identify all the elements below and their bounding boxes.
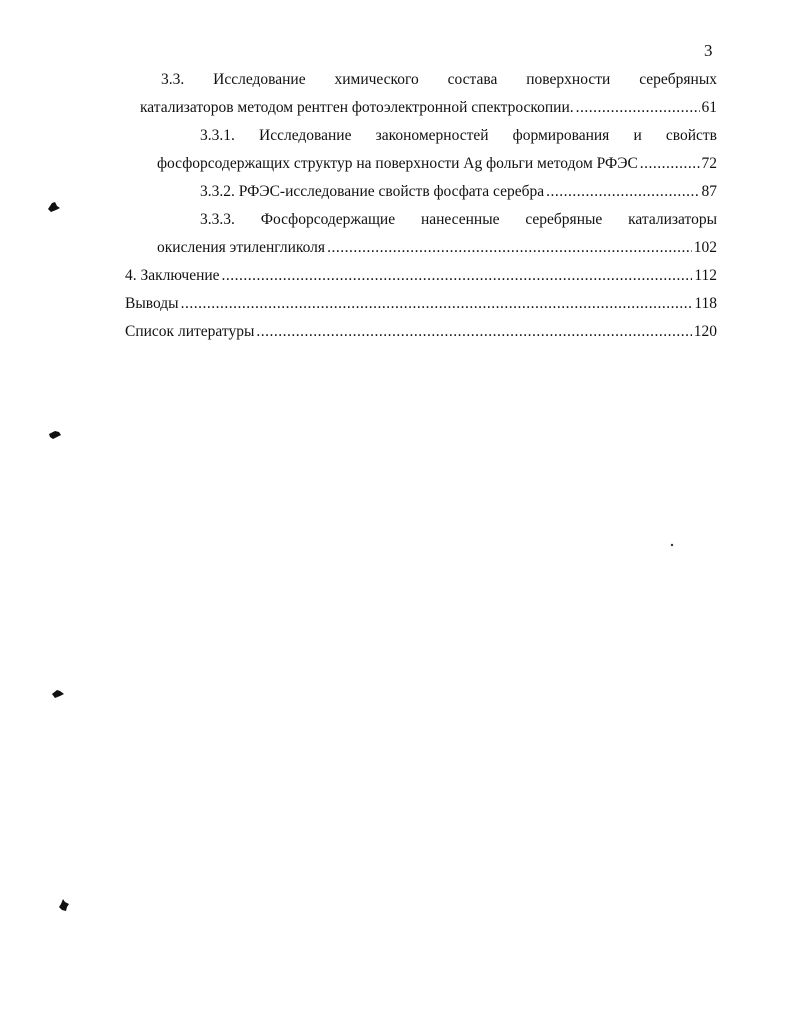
toc-word: Фосфорсодержащие [260,211,396,228]
toc-entry-line [125,318,717,346]
toc-leader-dots [181,290,693,318]
toc-word: серебряные [525,211,603,228]
toc-page-number: 112 [694,267,717,284]
toc-leader-dots [546,178,699,206]
toc-entry-3-3-3 [125,206,717,262]
toc-page-number: 120 [693,323,717,340]
toc-entry-3-3-1 [125,122,717,178]
toc-word: закономерностей [375,127,489,144]
toc-entry-text: Выводы [125,295,179,312]
toc-word: катализаторы [628,211,717,228]
toc-page-number: 72 [701,155,717,172]
toc-entry-text: Список литературы [125,323,255,340]
toc-word: химического [334,71,419,88]
toc-entry-cont-line [125,94,717,122]
toc-entry-text: 3.3.2. РФЭС-исследование свойств фосфата серебра [200,183,545,200]
toc-entry-text: фосфорсодержащих структур на поверхности Ag фольги методом РФЭС [157,155,638,172]
toc-entry-title-line [125,66,717,94]
toc-word: и [633,127,642,144]
toc-leader-dots [576,94,700,122]
ink-blotch [47,428,63,442]
toc-entry-text: окисления этиленгликоля [157,239,326,256]
toc-word: формирования [512,127,610,144]
speck [670,543,674,547]
toc-leader-dots [327,234,692,262]
toc-entry-3-3-2 [125,178,717,206]
toc-entry-text: катализаторов методом рентген фотоэлектронной спектроскопии. [140,99,574,116]
toc-entry-4 [125,262,717,290]
toc-leader-dots [222,262,693,290]
toc-word: 3.3. [161,71,185,88]
toc-entry-line [125,178,717,206]
toc-word: состава [447,71,498,88]
toc-word: Исследование [213,71,306,88]
toc-entry-conclusions [125,290,717,318]
toc-word: нанесенные [420,211,500,228]
toc-entry-title-line [125,122,717,150]
toc-page-number: 87 [701,183,717,200]
toc-entry-references [125,318,717,346]
toc-entry-text: 4. Заключение [125,267,220,284]
table-of-contents [125,66,717,346]
toc-word: поверхности [526,71,611,88]
toc-entry-3-3 [125,66,717,122]
toc-leader-dots [256,318,691,346]
toc-word: Исследование [259,127,352,144]
ink-blotch [46,200,62,214]
toc-entry-cont-line [125,150,717,178]
toc-leader-dots [640,150,700,178]
ink-blotch [57,898,71,914]
toc-entry-title-line [125,206,717,234]
toc-page-number: 61 [701,99,717,116]
ink-blotch [50,688,66,700]
toc-entry-line [125,262,717,290]
toc-entry-line [125,290,717,318]
toc-word: 3.3.1. [200,127,235,144]
toc-page-number: 102 [693,239,717,256]
toc-page-number: 118 [694,295,717,312]
page-number: 3 [704,41,713,60]
toc-entry-cont-line [125,234,717,262]
toc-word: свойств [665,127,717,144]
toc-word: серебряных [639,71,717,88]
toc-word: 3.3.3. [200,211,235,228]
